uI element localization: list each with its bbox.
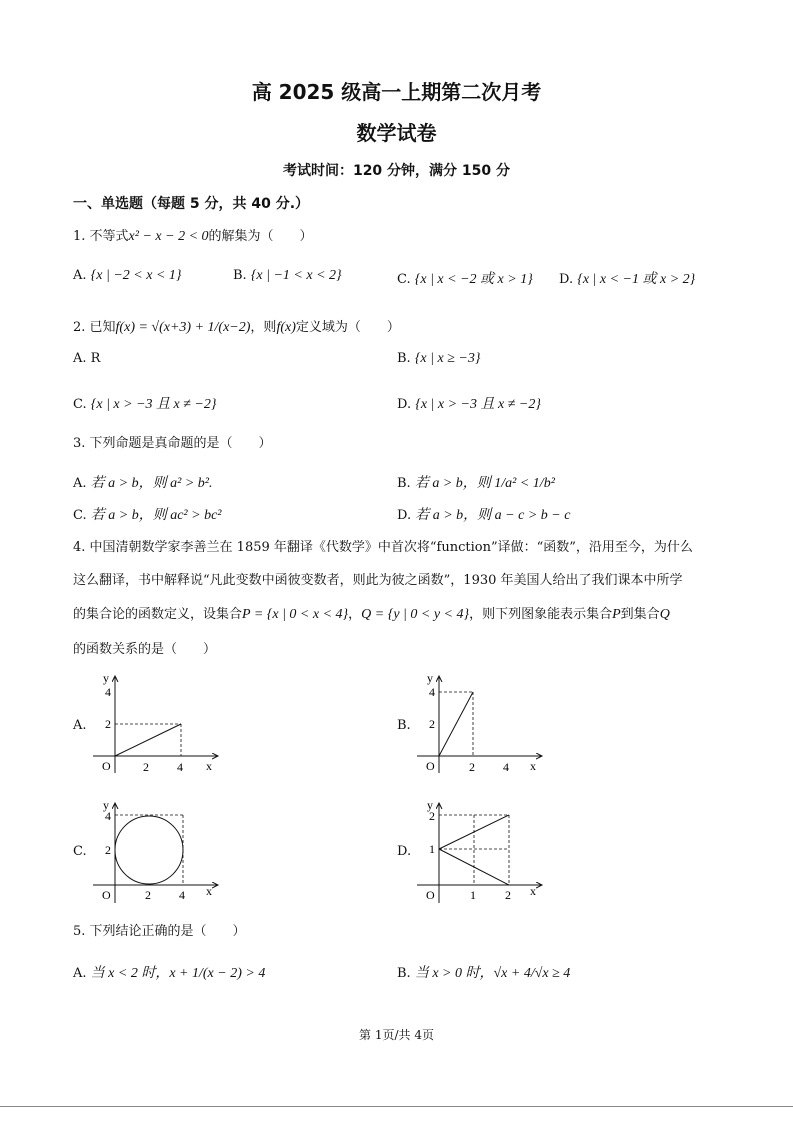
q4-line-4: 的函数关系的是（ ）	[73, 642, 217, 657]
x-label: x	[206, 884, 212, 898]
option-label: B.	[233, 268, 247, 283]
x-label: x	[530, 884, 536, 898]
q1-option-c	[397, 268, 533, 288]
option-text: {x | x > −3 且 x ≠ −2}	[90, 397, 217, 412]
q4-text: ，则下列图象能表示集合	[469, 607, 613, 622]
option-text: R	[90, 351, 101, 366]
x-tick: 2	[469, 760, 475, 774]
option-label: A.	[73, 351, 87, 366]
q1-option-d	[559, 268, 695, 288]
q3-option-d	[397, 504, 570, 524]
symbol-q: Q	[659, 607, 670, 622]
bottom-divider	[0, 1106, 793, 1107]
option-text: 当 x < 2 时，x + 1/(x − 2) > 4	[90, 966, 266, 981]
option-label: C.	[73, 508, 87, 523]
option-label: A.	[73, 268, 87, 283]
q4-line-1: 4. 中国清朝数学家李善兰在 1859 年翻译《代数学》中首次将“function”译做：“函数”，沿用至今，为什么	[73, 540, 693, 555]
q2-suffix: 定义域为（ ）	[295, 320, 400, 335]
option-text: {x | x > −3 且 x ≠ −2}	[415, 397, 541, 412]
q4-text: ，	[348, 607, 362, 622]
set-q: Q = {y | 0 < y < 4}	[361, 607, 470, 622]
question-3: 3. 下列命题是真命题的是（ ）	[73, 436, 272, 451]
x-tick: 2	[145, 888, 151, 902]
y-label: y	[427, 671, 433, 685]
x-tick: 4	[179, 888, 185, 902]
q2-option-b	[397, 351, 480, 367]
q1-prefix: 1. 不等式	[73, 229, 129, 244]
graph-c-label: C.	[73, 844, 87, 859]
graph-b	[412, 668, 552, 778]
x-tick: 4	[177, 760, 183, 774]
origin-label: O	[426, 888, 435, 902]
graph-d-label: D.	[397, 844, 412, 859]
x-tick: 1	[470, 888, 476, 902]
q4-line-3	[73, 603, 670, 623]
q4-line-2: 这么翻译，书中解释说“凡此变数中函彼变数者，则此为彼之函数”，1930 年美国人给出了我们课本中所学	[73, 573, 683, 588]
function-circle	[115, 816, 183, 884]
q4-text: 到集合	[620, 607, 660, 622]
option-text: 若 a > b，则 1/a² < 1/b²	[414, 476, 555, 491]
q2-prefix: 2. 已知	[73, 320, 116, 335]
y-tick: 2	[429, 809, 435, 823]
option-label: B.	[397, 476, 411, 491]
q1-suffix: 的解集为（ ）	[208, 229, 313, 244]
q5-option-b	[397, 962, 570, 982]
option-text: 当 x > 0 时，√x + 4/√x ≥ 4	[414, 966, 571, 981]
y-tick: 2	[429, 717, 435, 731]
question-1	[73, 225, 313, 245]
function-line-lower	[439, 849, 509, 885]
x-label: x	[530, 759, 536, 773]
x-label: x	[206, 759, 212, 773]
option-text: 若 a > b，则 ac² > bc²	[90, 508, 222, 523]
function-line	[439, 692, 473, 756]
question-2	[73, 316, 400, 336]
y-label: y	[427, 798, 433, 812]
x-tick: 2	[505, 888, 511, 902]
y-tick: 2	[105, 843, 111, 857]
option-text: {x | x < −1 或 x > 2}	[577, 272, 696, 287]
q1-expr: x² − x − 2 < 0	[128, 229, 209, 244]
q3-option-b	[397, 472, 555, 492]
page-number: 第 1页/共 4页	[359, 1028, 434, 1042]
y-tick: 2	[105, 717, 111, 731]
option-text: {x | x < −2 或 x > 1}	[414, 272, 533, 287]
option-label: A.	[73, 476, 87, 491]
q2-option-a	[73, 351, 100, 366]
y-tick: 4	[105, 685, 111, 699]
q2-expr: f(x) = √(x+3) + 1/(x−2)	[115, 320, 251, 335]
graph-b-label: B.	[397, 718, 411, 733]
subject-title: 数学试卷	[356, 121, 437, 145]
function-line	[115, 724, 181, 756]
x-tick: 2	[143, 760, 149, 774]
q4-text: 的集合论的函数定义，设集合	[73, 607, 243, 622]
graph-a	[88, 668, 228, 778]
option-text: 若 a > b，则 a² > b².	[90, 476, 213, 491]
option-text: 若 a > b，则 a − c > b − c	[415, 508, 571, 523]
option-label: C.	[73, 397, 87, 412]
q3-option-c	[73, 504, 221, 524]
q1-option-a	[73, 268, 182, 284]
option-text: {x | −1 < x < 2}	[250, 268, 342, 283]
q2-mid: ，则	[250, 320, 277, 335]
origin-label: O	[102, 759, 111, 773]
q1-option-b	[233, 268, 342, 284]
option-label: B.	[397, 966, 411, 981]
y-tick: 4	[105, 809, 111, 823]
y-label: y	[103, 671, 109, 685]
option-label: A.	[73, 966, 87, 981]
graph-a-label: A.	[73, 718, 87, 733]
y-tick: 4	[429, 685, 435, 699]
option-label: C.	[397, 272, 411, 287]
option-label: D.	[397, 397, 412, 412]
q3-option-a	[73, 472, 212, 492]
q5-option-a	[73, 962, 265, 982]
question-5: 5. 下列结论正确的是（ ）	[73, 924, 246, 939]
option-text: {x | x ≥ −3}	[414, 351, 481, 366]
y-tick: 1	[429, 842, 435, 856]
q2-option-d	[397, 393, 541, 413]
set-p: P = {x | 0 < x < 4}	[242, 607, 349, 622]
option-label: D.	[559, 272, 574, 287]
origin-label: O	[426, 759, 435, 773]
graph-d	[412, 795, 552, 905]
x-tick: 4	[503, 760, 509, 774]
option-label: B.	[397, 351, 411, 366]
exam-info: 考试时间：120 分钟，满分 150 分	[282, 163, 511, 179]
q2-expr2: f(x)	[276, 320, 296, 335]
symbol-p: P	[612, 607, 621, 622]
q2-option-c	[73, 393, 216, 413]
section-heading: 一、单选题（每题 5 分，共 40 分.）	[73, 196, 310, 212]
option-text: {x | −2 < x < 1}	[90, 268, 182, 283]
y-label: y	[103, 798, 109, 812]
graph-c	[88, 795, 228, 905]
exam-title: 高 2025 级高一上期第二次月考	[251, 80, 542, 104]
option-label: D.	[397, 508, 412, 523]
origin-label: O	[102, 888, 111, 902]
